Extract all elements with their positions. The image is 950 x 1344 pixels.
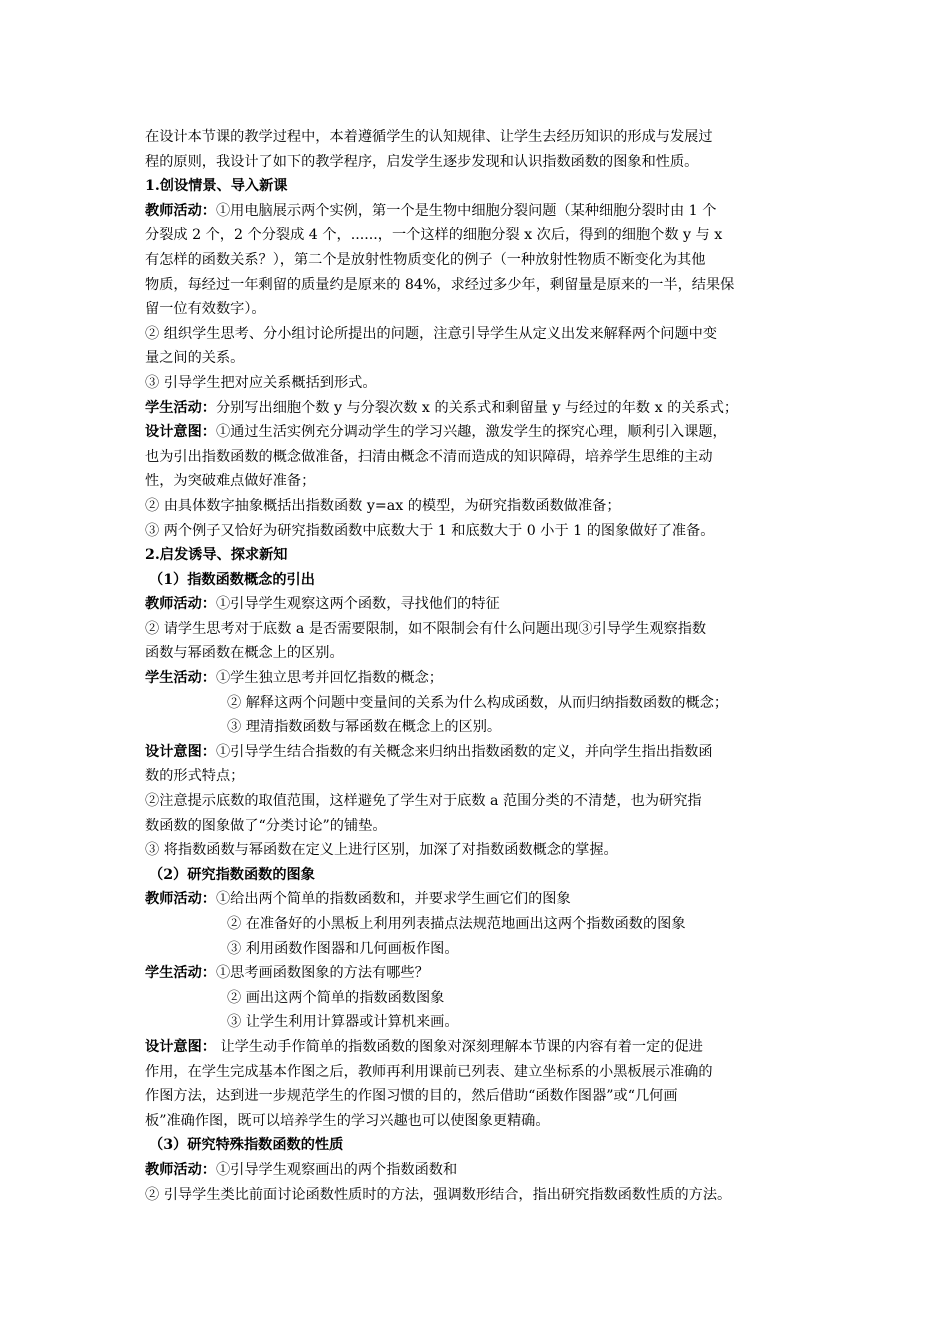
paragraph-line xyxy=(145,1183,825,1208)
paragraph-line xyxy=(145,420,825,445)
line-text: 物质，每经过一年剩留的质量约是原来的 84%，求经过多少年，剩留量是原来的一半，结果保 xyxy=(145,276,735,293)
activity-label: 教师活动： xyxy=(145,891,216,908)
paragraph-line xyxy=(145,297,825,322)
paragraph-line xyxy=(145,223,825,248)
activity-label: 设计意图： xyxy=(145,424,216,441)
line-text: ③ 让学生利用计算器或计算机来画。 xyxy=(227,1014,459,1031)
activity-label: 设计意图： xyxy=(145,743,216,760)
paragraph-line xyxy=(145,1158,825,1183)
line-text: 程的原则，我设计了如下的教学程序，启发学生逐步发现和认识指数函数的图象和性质。 xyxy=(145,153,699,170)
line-text: ①引导学生观察这两个函数，寻找他们的特征 xyxy=(215,596,500,613)
line-text: 留一位有效数字）。 xyxy=(145,301,266,318)
line-text: ①思考画函数图象的方法有哪些？ xyxy=(215,965,429,982)
line-text: ③ 引导学生把对应关系概括到形式。 xyxy=(145,374,377,391)
paragraph-line xyxy=(145,740,825,765)
section-heading: （3）研究特殊指数函数的性质 xyxy=(149,1137,344,1154)
activity-label: 教师活动： xyxy=(145,1161,216,1178)
paragraph-line xyxy=(145,1060,825,1085)
activity-label: 教师活动： xyxy=(145,202,216,219)
paragraph-line xyxy=(145,519,825,544)
line-text: 作图方法，达到进一步规范学生的作图习惯的目的，然后借助“函数作图器”或“几何画 xyxy=(145,1088,678,1105)
line-text: 分别写出细胞个数 y 与分裂次数 x 的关系式和剩留量 y 与经过的年数 x 的关系式； xyxy=(215,399,739,416)
line-text: 数的形式特点； xyxy=(145,768,245,785)
paragraph-line xyxy=(145,494,825,519)
paragraph-line xyxy=(145,1084,825,1109)
paragraph-line xyxy=(145,199,825,224)
line-text: 有怎样的函数关系？），第二个是放射性物质变化的例子（一种放射性物质不断变化为其他 xyxy=(145,251,706,268)
document-body xyxy=(145,125,825,1207)
line-text: ③ 利用函数作图器和几何画板作图。 xyxy=(227,940,459,957)
line-text: 分裂成 2 个，2 个分裂成 4 个，......，一个这样的细胞分裂 x 次后，得到的细胞个数 y 与 x xyxy=(145,227,723,244)
line-text: 让学生动手作简单的指数函数的图象对深刻理解本节课的内容有着一定的促进 xyxy=(215,1038,703,1055)
paragraph-line xyxy=(145,150,825,175)
line-text: ①给出两个简单的指数函数和，并要求学生画它们的图象 xyxy=(215,891,571,908)
paragraph-line xyxy=(145,887,825,912)
paragraph-line xyxy=(145,248,825,273)
paragraph-line xyxy=(145,1109,825,1134)
line-text: ①学生独立思考并回忆指数的概念； xyxy=(215,670,443,687)
paragraph-line xyxy=(145,371,825,396)
line-text: ② 解释这两个问题中变量间的关系为什么构成函数，从而归纳指数函数的概念； xyxy=(227,694,729,711)
line-text: ② 请学生思考对于底数 a 是否需要限制，如不限制会有什么问题出现③引导学生观察指数 xyxy=(145,620,707,637)
line-text: 数函数的图象做了“分类讨论”的铺垫。 xyxy=(145,817,387,834)
paragraph-line xyxy=(145,691,825,716)
paragraph-line xyxy=(145,912,825,937)
line-text: 也为引出指数函数的概念做准备，扫清由概念不清而造成的知识障碍，培养学生思维的主动 xyxy=(145,448,713,465)
paragraph-line xyxy=(145,961,825,986)
section-heading: 1.创设情景、导入新课 xyxy=(145,178,288,195)
line-text: ② 组织学生思考、分小组讨论所提出的问题，注意引导学生从定义出发来解释两个问题中变 xyxy=(145,325,718,342)
activity-label: 学生活动： xyxy=(145,965,216,982)
paragraph-line xyxy=(145,396,825,421)
line-text: ③ 理清指数函数与幂函数在概念上的区别。 xyxy=(227,719,502,736)
paragraph-line xyxy=(145,617,825,642)
activity-label: 学生活动： xyxy=(145,399,216,416)
paragraph-line xyxy=(145,592,825,617)
paragraph-line xyxy=(145,273,825,298)
line-text: ①引导学生结合指数的有关概念来归纳出指数函数的定义，并向学生指出指数函 xyxy=(215,743,713,760)
line-text: 板”准确作图，既可以培养学生的学习兴趣也可以使图象更精确。 xyxy=(145,1112,550,1129)
line-text: ①用电脑展示两个实例，第一个是生物中细胞分裂问题（某种细胞分裂时由 1 个 xyxy=(215,202,717,219)
line-text: 函数与幂函数在概念上的区别。 xyxy=(145,645,344,662)
line-text: ② 引导学生类比前面讨论函数性质时的方法，强调数形结合，指出研究指数函数性质的方法。 xyxy=(145,1186,732,1203)
paragraph-line xyxy=(145,1035,825,1060)
line-text: ①引导学生观察画出的两个指数函数和 xyxy=(215,1161,458,1178)
line-text: ② 画出这两个简单的指数函数图象 xyxy=(227,989,445,1006)
paragraph-line xyxy=(145,445,825,470)
paragraph-line xyxy=(145,469,825,494)
section-heading: （2）研究指数函数的图象 xyxy=(149,866,315,883)
section-heading: 2.启发诱导、探求新知 xyxy=(145,547,288,564)
paragraph-line xyxy=(145,986,825,1011)
line-text: ①通过生活实例充分调动学生的学习兴趣，激发学生的探究心理，顺利引入课题， xyxy=(215,424,727,441)
line-text: 性，为突破难点做好准备； xyxy=(145,473,316,490)
line-text: ③ 两个例子又恰好为研究指数函数中底数大于 1 和底数大于 0 小于 1 的图象做好了准备。 xyxy=(145,522,715,539)
line-text: 作用，在学生完成基本作图之后，教师再利用课前已列表、建立坐标系的小黑板展示准确的 xyxy=(145,1063,713,1080)
paragraph-line xyxy=(145,666,825,691)
activity-label: 设计意图： xyxy=(145,1038,216,1055)
paragraph-line xyxy=(145,322,825,347)
paragraph-line xyxy=(145,814,825,839)
paragraph-line xyxy=(145,1010,825,1035)
paragraph-line xyxy=(145,715,825,740)
paragraph-line xyxy=(145,789,825,814)
paragraph-line xyxy=(145,641,825,666)
line-text: ②注意提示底数的取值范围，这样避免了学生对于底数 a 范围分类的不清楚，也为研究指 xyxy=(145,793,702,810)
paragraph-line xyxy=(145,937,825,962)
paragraph-line xyxy=(145,838,825,863)
activity-label: 教师活动： xyxy=(145,596,216,613)
line-text: ③ 将指数函数与幂函数在定义上进行区别，加深了对指数函数概念的掌握。 xyxy=(145,842,618,859)
paragraph-line xyxy=(145,764,825,789)
activity-label: 学生活动： xyxy=(145,670,216,687)
section-heading: （1）指数函数概念的引出 xyxy=(149,571,315,588)
line-text: 在设计本节课的教学过程中，本着遵循学生的认知规律、让学生去经历知识的形成与发展过 xyxy=(145,129,713,145)
paragraph-line xyxy=(145,125,825,150)
line-text: ② 由具体数字抽象概括出指数函数 y=ax 的模型，为研究指数函数做准备； xyxy=(145,497,621,514)
paragraph-line xyxy=(145,346,825,371)
line-text: ② 在准备好的小黑板上利用列表描点法规范地画出这两个指数函数的图象 xyxy=(227,916,686,932)
line-text: 量之间的关系。 xyxy=(145,350,245,367)
